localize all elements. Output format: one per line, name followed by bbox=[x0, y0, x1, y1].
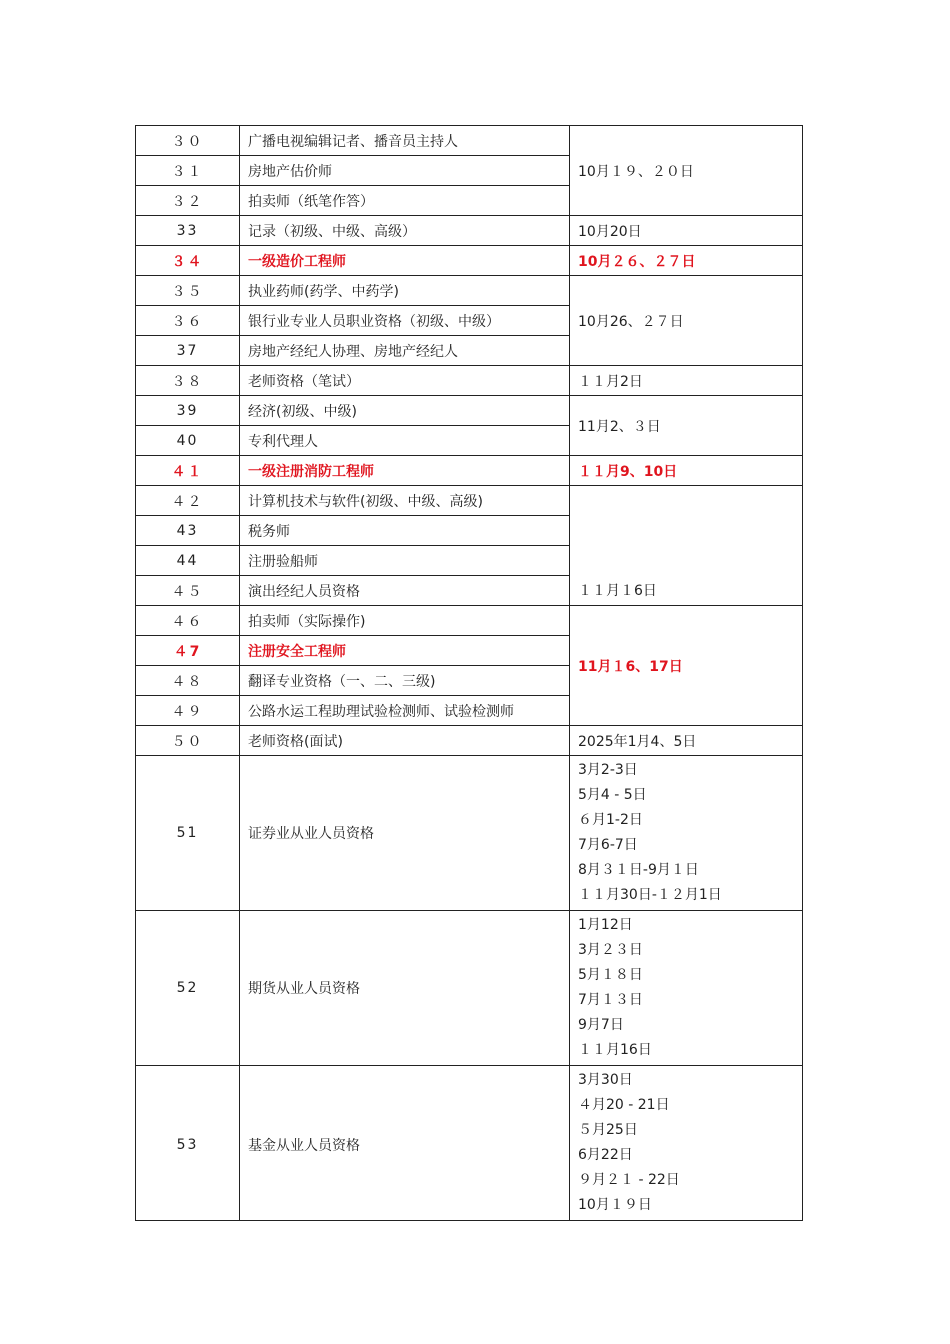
date-entry: 8月３１日-9月１日 bbox=[578, 862, 699, 878]
table-row bbox=[136, 126, 803, 156]
exam-name: 拍卖师（纸笔作答） bbox=[240, 186, 570, 216]
row-number: 51 bbox=[136, 756, 240, 911]
exam-date: 10月２６、２７日 bbox=[570, 246, 803, 276]
date-entry: １１月16日 bbox=[578, 1042, 652, 1058]
exam-name: 演出经纪人员资格 bbox=[240, 576, 570, 606]
row-number: 40 bbox=[136, 426, 240, 456]
exam-date-list bbox=[570, 1066, 803, 1221]
row-number: ３１ bbox=[136, 156, 240, 186]
table-row-highlighted bbox=[136, 246, 803, 276]
row-number: 39 bbox=[136, 396, 240, 426]
exam-date-highlighted: 11月１6、17日 bbox=[570, 606, 803, 726]
exam-date: １１月9、10日 bbox=[570, 456, 803, 486]
exam-name: 翻译专业资格（一、二、三级) bbox=[240, 666, 570, 696]
date-entry: 5月4 - 5日 bbox=[578, 787, 647, 803]
date-entry: 3月30日 bbox=[578, 1072, 633, 1088]
exam-name: 拍卖师（实际操作) bbox=[240, 606, 570, 636]
date-entry: ６月1-2日 bbox=[578, 812, 643, 828]
exam-schedule-table bbox=[135, 125, 803, 1221]
exam-name: 广播电视编辑记者、播音员主持人 bbox=[240, 126, 570, 156]
row-number: 33 bbox=[136, 216, 240, 246]
date-entry: 3月2-3日 bbox=[578, 762, 638, 778]
row-number: ３２ bbox=[136, 186, 240, 216]
exam-date: １１月2日 bbox=[570, 366, 803, 396]
row-number: 52 bbox=[136, 911, 240, 1066]
exam-date-list bbox=[570, 756, 803, 911]
exam-name: 注册安全工程师 bbox=[240, 636, 570, 666]
row-number: ３４ bbox=[136, 246, 240, 276]
table-row-highlighted bbox=[136, 456, 803, 486]
exam-name: 一级注册消防工程师 bbox=[240, 456, 570, 486]
exam-name: 记录（初级、中级、高级） bbox=[240, 216, 570, 246]
exam-name: 房地产估价师 bbox=[240, 156, 570, 186]
exam-name: 基金从业人员资格 bbox=[240, 1066, 570, 1221]
date-entry: 3月２３日 bbox=[578, 942, 643, 958]
exam-name: 公路水运工程助理试验检测师、试验检测师 bbox=[240, 696, 570, 726]
exam-name: 专利代理人 bbox=[240, 426, 570, 456]
table-row bbox=[136, 486, 803, 516]
table-row bbox=[136, 216, 803, 246]
exam-date: １１月１6日 bbox=[570, 486, 803, 606]
exam-name: 一级造价工程师 bbox=[240, 246, 570, 276]
table-row bbox=[136, 911, 803, 1066]
row-number: ４９ bbox=[136, 696, 240, 726]
exam-name: 证券业从业人员资格 bbox=[240, 756, 570, 911]
row-number: 43 bbox=[136, 516, 240, 546]
date-entry: 1月12日 bbox=[578, 917, 633, 933]
date-entry: 7月6-7日 bbox=[578, 837, 638, 853]
exam-name: 老师资格（笔试） bbox=[240, 366, 570, 396]
row-number: ４１ bbox=[136, 456, 240, 486]
table-row bbox=[136, 756, 803, 911]
date-entry: 5月１８日 bbox=[578, 967, 643, 983]
exam-name: 税务师 bbox=[240, 516, 570, 546]
table-row bbox=[136, 1066, 803, 1221]
exam-name: 经济(初级、中级) bbox=[240, 396, 570, 426]
exam-date: 11月2、３日 bbox=[570, 396, 803, 456]
exam-date-list bbox=[570, 911, 803, 1066]
date-entry: ９月２１ - 22日 bbox=[578, 1172, 680, 1188]
row-number: ３６ bbox=[136, 306, 240, 336]
row-number: 37 bbox=[136, 336, 240, 366]
date-entry: 9月7日 bbox=[578, 1017, 624, 1033]
table-row bbox=[136, 606, 803, 636]
exam-date: 2025年1月4、5日 bbox=[570, 726, 803, 756]
row-number: ３８ bbox=[136, 366, 240, 396]
row-number: ４５ bbox=[136, 576, 240, 606]
row-number: ５０ bbox=[136, 726, 240, 756]
exam-name: 期货从业人员资格 bbox=[240, 911, 570, 1066]
exam-name: 计算机技术与软件(初级、中级、高级) bbox=[240, 486, 570, 516]
row-number: ４２ bbox=[136, 486, 240, 516]
date-entry: ４月20 - 21日 bbox=[578, 1097, 670, 1113]
exam-name: 老师资格(面试) bbox=[240, 726, 570, 756]
date-entry: 7月１３日 bbox=[578, 992, 643, 1008]
table-row bbox=[136, 276, 803, 306]
row-number: ３０ bbox=[136, 126, 240, 156]
row-number: ４６ bbox=[136, 606, 240, 636]
date-entry: 6月22日 bbox=[578, 1147, 633, 1163]
exam-name: 银行业专业人员职业资格（初级、中级） bbox=[240, 306, 570, 336]
row-number: 53 bbox=[136, 1066, 240, 1221]
row-number: 44 bbox=[136, 546, 240, 576]
exam-name: 房地产经纪人协理、房地产经纪人 bbox=[240, 336, 570, 366]
exam-date: 10月１９、２０日 bbox=[570, 126, 803, 216]
exam-date: 10月20日 bbox=[570, 216, 803, 246]
row-number: ４7 bbox=[136, 636, 240, 666]
table-row bbox=[136, 366, 803, 396]
exam-date: 10月26、２７日 bbox=[570, 276, 803, 366]
table-row bbox=[136, 396, 803, 426]
row-number: ３５ bbox=[136, 276, 240, 306]
date-entry: 10月１９日 bbox=[578, 1197, 652, 1213]
date-entry: １１月30日-１２月1日 bbox=[578, 887, 722, 903]
exam-name: 注册验船师 bbox=[240, 546, 570, 576]
table-row bbox=[136, 726, 803, 756]
row-number: ４８ bbox=[136, 666, 240, 696]
date-entry: ５月25日 bbox=[578, 1122, 638, 1138]
exam-name: 执业药师(药学、中药学) bbox=[240, 276, 570, 306]
